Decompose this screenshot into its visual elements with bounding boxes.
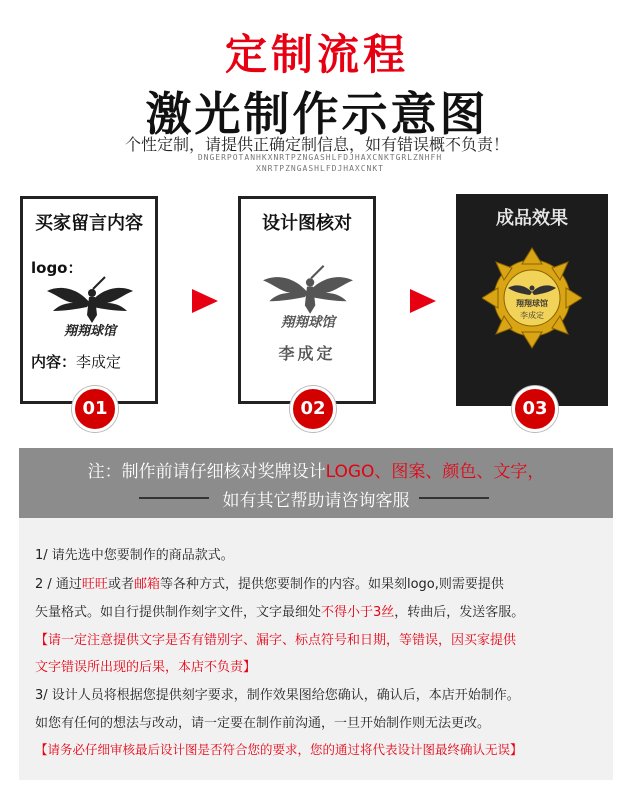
instruction-step-1: 1/ 请先选中您要制作的商品款式。: [35, 548, 234, 563]
title-custom-process: 定制流程: [224, 30, 409, 79]
instruction-step-3-cont: 如您有任何的想法与改动，请一定要在制作前沟通，一旦开始制作则无法更改。: [35, 716, 491, 731]
notice-prefix: 注：制作前请仔细核对奖牌设计: [87, 462, 326, 482]
notice-header: [19, 448, 613, 518]
instruction-step-2: [35, 573, 504, 592]
content-label: 内容：: [31, 353, 77, 371]
content-value: 李成定: [76, 353, 122, 371]
gold-medal-icon: [482, 234, 582, 364]
subtitle-disclaimer: 个性定制，请提供正确定制信息，如有错误概不负责！: [124, 135, 509, 154]
content-line: [31, 351, 121, 372]
engraved-name: 李成定: [278, 344, 336, 363]
svg-text:翔翔球馆: 翔翔球馆: [63, 324, 117, 339]
text: ，转曲后，发送客服。: [394, 605, 525, 620]
warning-text-1: 【请一定注意提供文字是否有错别字、漏字、标点符号和日期，等错误，因买家提供: [35, 633, 517, 648]
instruction-step-3: 3/ 设计人员将根据您提供刻字要求，制作效果图给您确认，确认后，本店开始制作。: [35, 688, 520, 703]
svg-text:李成定: 李成定: [520, 311, 544, 320]
step-card-design-review: [238, 196, 376, 404]
step-number-badge: 01: [72, 386, 118, 432]
notice-line-2: 如有其它帮助请咨询客服: [222, 491, 410, 511]
title-laser-diagram: 激光制作示意图: [145, 87, 489, 141]
step-title: 设计图核对: [262, 213, 352, 234]
warning-text-1-cont: 文字错误所出现的后果，本店不负责】: [35, 660, 257, 675]
notice-line-1: [19, 457, 613, 482]
decorative-text-1: DNGERPOTANHKXNRTPZNGASHLFDJHAXCNKTGRLZNHFH: [197, 153, 443, 162]
svg-text:翔翔球馆: 翔翔球馆: [280, 314, 336, 331]
text: 矢量格式。如自行提供制作刻字文件，文字最细处: [35, 605, 322, 620]
step-title: 成品效果: [496, 208, 568, 229]
arrow-right-icon: [410, 289, 436, 313]
step-card-buyer-message: [20, 196, 158, 404]
divider-right: [419, 497, 489, 499]
wangwang-highlight: 旺旺: [81, 577, 108, 592]
instruction-step-2-cont: [35, 601, 524, 620]
decorative-text-2: XNRTPZNGASHLFDJHAXCNKT: [256, 164, 384, 173]
text: 2 / 通过: [35, 577, 82, 592]
step-number-badge: 02: [290, 386, 336, 432]
min-width-highlight: 不得小于3丝: [321, 605, 395, 620]
arrow-right-icon: [192, 289, 218, 313]
step-number-badge: 03: [512, 386, 558, 432]
step-card-finished-product: [456, 194, 608, 406]
warning-text-2: 【请务必仔细审核最后设计图是否符合您的要求，您的通过将代表设计图最终确认无误】: [35, 742, 523, 757]
badminton-wings-logo-icon: [45, 273, 135, 339]
text: 或者: [107, 577, 134, 592]
logo-label: logo：: [31, 259, 83, 277]
step-title: 买家留言内容: [35, 213, 143, 234]
badminton-wings-logo-icon: [261, 261, 355, 331]
instructions-panel: [19, 518, 613, 780]
notice-highlight: LOGO、图案、颜色、文字，: [325, 462, 545, 482]
email-highlight: 邮箱: [133, 577, 160, 592]
text: 等各种方式，提供您要制作的内容。如果刻logo,则需要提供: [159, 577, 504, 592]
svg-text:翔翔球馆: 翔翔球馆: [516, 299, 548, 308]
